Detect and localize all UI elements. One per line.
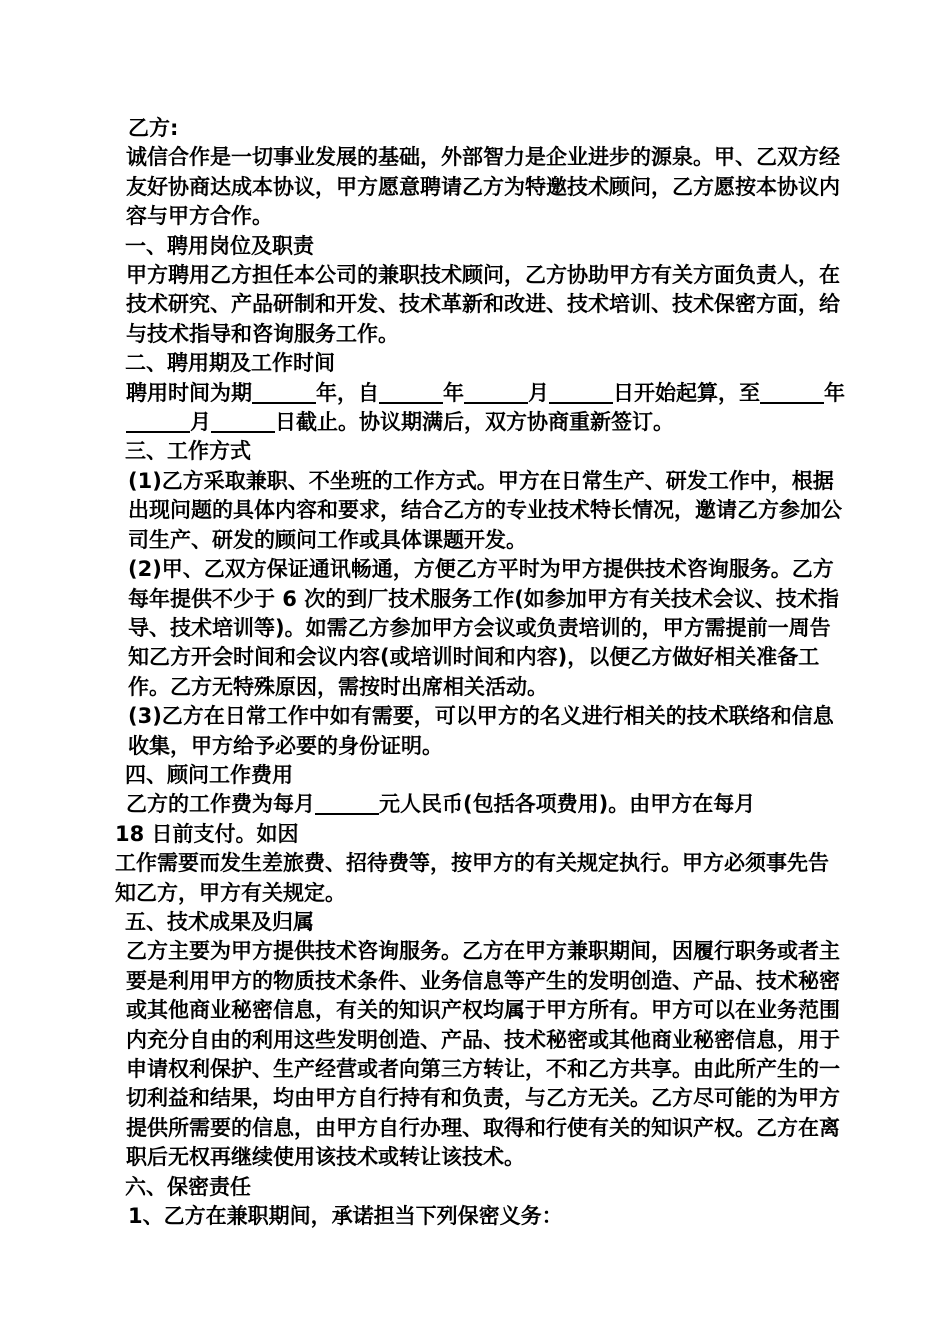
blank-line <box>549 380 613 404</box>
blank-line <box>379 380 443 404</box>
section-6-title: 六、保密责任 <box>125 1174 251 1199</box>
section-5-body: 乙方主要为甲方提供技术咨询服务。乙方在甲方兼职期间，因履行职务或者主要是利用甲方的物质技术条件、业务信息等产生的发明创造、产品、技术秘密或其他商业秘密信息，有关的知识产权均属于甲方所有。甲方可以在业务范围内充分自由的利用这些发明创造、产品、技术秘密或其他商业秘密信息，用于申请权利保护、生产经营或者向第三方转让，不和乙方共享。由此所产生的一切利益和结果，均由甲方自行持有和负责，与乙方无关。乙方尽可能的为甲方提供所需要的信息，由甲方自行办理、取得和行使有关的知识产权。乙方在离职后无权再继续使用该技术或转让该技术。 <box>126 939 840 1170</box>
party-b-label: 乙方: <box>128 116 179 140</box>
section-5-title: 五、技术成果及归属 <box>125 909 314 934</box>
section-3-title: 三、工作方式 <box>125 439 251 464</box>
section-3-item-2: (2)甲、乙双方保证通讯畅通，方便乙方平时为甲方提供技术咨询服务。乙方每年提供不少于 6 次的到厂技术服务工作(如参加甲方有关技术会议、技术指导、技术培训等)。如需乙方参加甲方会议或负责培训的，甲方需提前一周告知乙方开会时间和会议内容(或培训时间和内容)，以便乙方做好相关准备工作。乙方无特殊原因，需按时出席相关活动。 <box>128 557 839 699</box>
section-1-body: 甲方聘用乙方担任本公司的兼职技术顾问，乙方协助甲方有关方面负责人，在技术研究、产品研制和开发、技术革新和改进、技术培训、技术保密方面，给与技术指导和咨询服务工作。 <box>126 263 840 346</box>
section-2-title: 二、聘用期及工作时间 <box>125 351 335 376</box>
section-1-title: 一、聘用岗位及职责 <box>125 233 314 258</box>
section-2-body: 聘用时间为期 年，自 年 月 日开始起算，至 年月 日截止。协议期满后，双方协商重新签订。 <box>126 380 845 435</box>
section-6-item-1: 1、乙方在兼职期间，承诺担当下列保密义务： <box>128 1204 563 1229</box>
section-4-expenses: 工作需要而发生差旅费、招待费等，按甲方的有关规定执行。甲方必须事先告知乙方，甲方有关规定。 <box>115 851 829 905</box>
blank-line <box>315 791 379 815</box>
section-4-payment-date: 18 日前支付。如因 <box>115 821 299 846</box>
blank-line <box>464 380 528 404</box>
section-4-body: 乙方的工作费为每月 元人民币(包括各项费用)。由甲方在每月 <box>126 792 756 817</box>
intro-paragraph: 诚信合作是一切事业发展的基础，外部智力是企业进步的源泉。甲、乙双方经友好协商达成本协议，甲方愿意聘请乙方为特邀技术顾问，乙方愿按本协议内容与甲方合作。 <box>126 145 840 229</box>
section-4-title: 四、顾问工作费用 <box>125 762 293 787</box>
blank-line <box>126 409 190 433</box>
blank-line <box>760 380 824 404</box>
section-3-item-1: (1)乙方采取兼职、不坐班的工作方式。甲方在日常生产、研发工作中，根据出现问题的具体内容和要求，结合乙方的专业技术特长情况，邀请乙方参加公司生产、研发的顾问工作或具体课题开发。 <box>128 468 842 552</box>
blank-line <box>211 409 275 433</box>
contract-document <box>115 114 845 1231</box>
blank-line <box>252 380 316 404</box>
section-3-item-3: (3)乙方在日常工作中如有需要，可以甲方的名义进行相关的技术联络和信息收集，甲方给予必要的身份证明。 <box>128 704 834 758</box>
